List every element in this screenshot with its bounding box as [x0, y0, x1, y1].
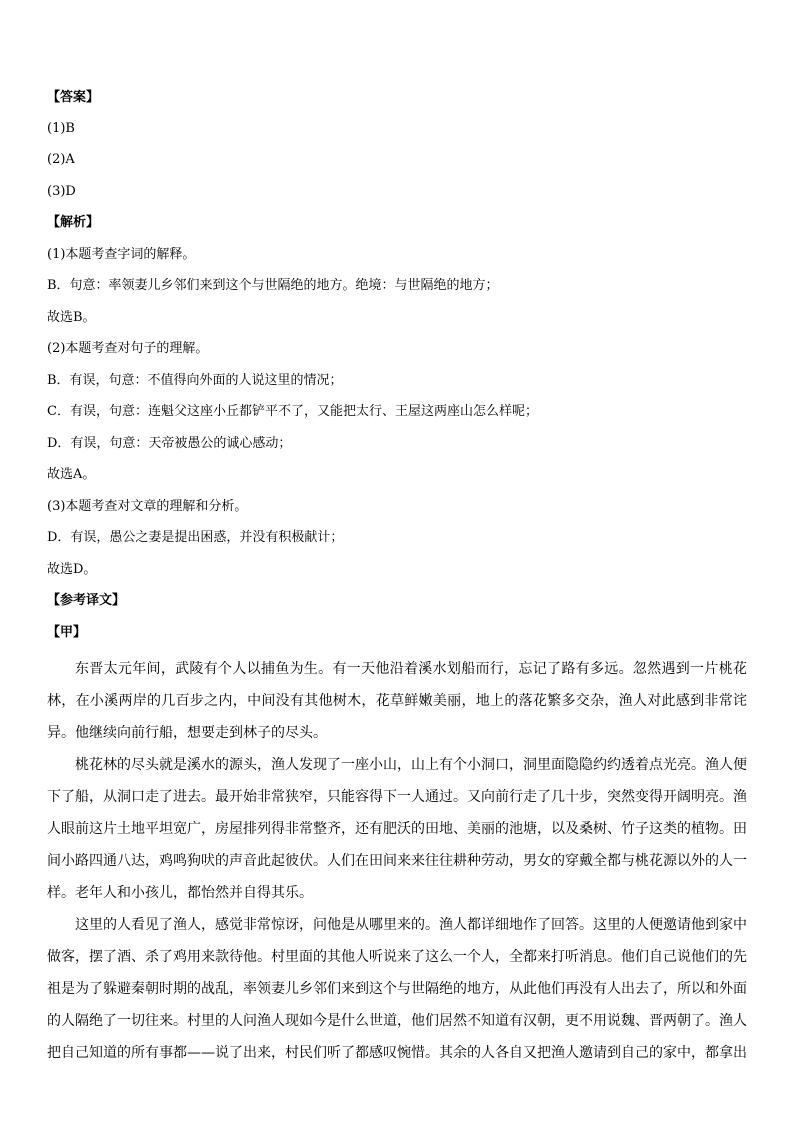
analysis-line-6: C．有误，句意：连魁父这座小丘都铲平不了，又能把太行、王屋这两座山怎么样呢； — [47, 404, 538, 419]
answer-item-1: (1)B — [47, 121, 75, 136]
translation-heading: 【参考译文】 — [47, 593, 126, 608]
analysis-line-5: B．有误，句意：不值得向外面的人说这里的情况； — [47, 373, 343, 388]
analysis-heading: 【解析】 — [47, 215, 100, 230]
translation-paragraph-3: 这里的人看见了渔人，感觉非常惊讶，问他是从哪里来的。渔人都详细地作了回答。这里的人便邀请他到家中做客，摆了酒、杀了鸡用来款待他。村里面的其他人听说来了这么一个人，全都来打听消息。他们自己说他们的先祖是为了躲避秦朝时期的战乱，率领妻儿乡邻们来到这个与世隔绝的地方，从此他们再没有人出去了，所以和外面的人隔绝了一切往来。村里的人问渔人现如今是什么世道，他们居然不知道有汉朝，更不用说魏、晋两朝了。渔人把自己知道的所有事都——说了出来，村民们听了都感叹惋惜。其余的人各自又把渔人邀请到自己的家中，都拿出 — [47, 917, 747, 1061]
analysis-line-8: 故选A。 — [47, 467, 96, 482]
analysis-line-3: 故选B。 — [47, 310, 96, 325]
analysis-line-4: (2)本题考查对句子的理解。 — [47, 341, 209, 356]
translation-paragraph-1: 东晋太元年间，武陵有个人以捕鱼为生。有一天他沿着溪水划船而行，忘记了路有多远。忽然遇到一片桃花林，在小溪两岸的几百步之内，中间没有其他树木，花草鲜嫩美丽，地上的落花繁多交杂，渔人对此感到非常诧异。他继续向前行船，想要走到林子的尽头。 — [47, 661, 747, 741]
analysis-line-10: D．有误，愚公之妻是提出困惑，并没有积极献计； — [47, 530, 344, 545]
analysis-line-9: (3)本题考查对文章的理解和分析。 — [47, 499, 248, 514]
analysis-line-11: 故选D。 — [47, 562, 97, 577]
answer-item-2: (2)A — [47, 152, 75, 167]
analysis-line-7: D．有误，句意：天帝被愚公的诚心感动； — [47, 436, 292, 451]
translation-paragraph-2: 桃花林的尽头就是溪水的源头，渔人发现了一座小山，山上有个小洞口，洞里面隐隐约约透着点光亮。渔人便下了船，从洞口走了进去。最开始非常狭窄，只能容得下一人通过。又向前行走了几十步，突然变得开阔明亮。渔人眼前这片土地平坦宽广，房屋排列得非常整齐，还有肥沃的田地、美丽的池塘，以及桑树、竹子这类的植物。田间小路四通八达，鸡鸣狗吠的声音此起彼伏。人们在田间来来往往耕种劳动，男女的穿戴全都与桃花源以外的人一样。老年人和小孩儿，都怡然并自得其乐。 — [47, 757, 747, 901]
answer-heading: 【答案】 — [47, 90, 100, 105]
analysis-line-1: (1)本题考查字词的解释。 — [47, 247, 196, 262]
translation-section-label: 【甲】 — [47, 625, 87, 640]
analysis-line-2: B．句意：率领妻儿乡邻们来到这个与世隔绝的地方。绝境：与世隔绝的地方； — [47, 278, 499, 293]
answer-item-3: (3)D — [47, 184, 76, 199]
